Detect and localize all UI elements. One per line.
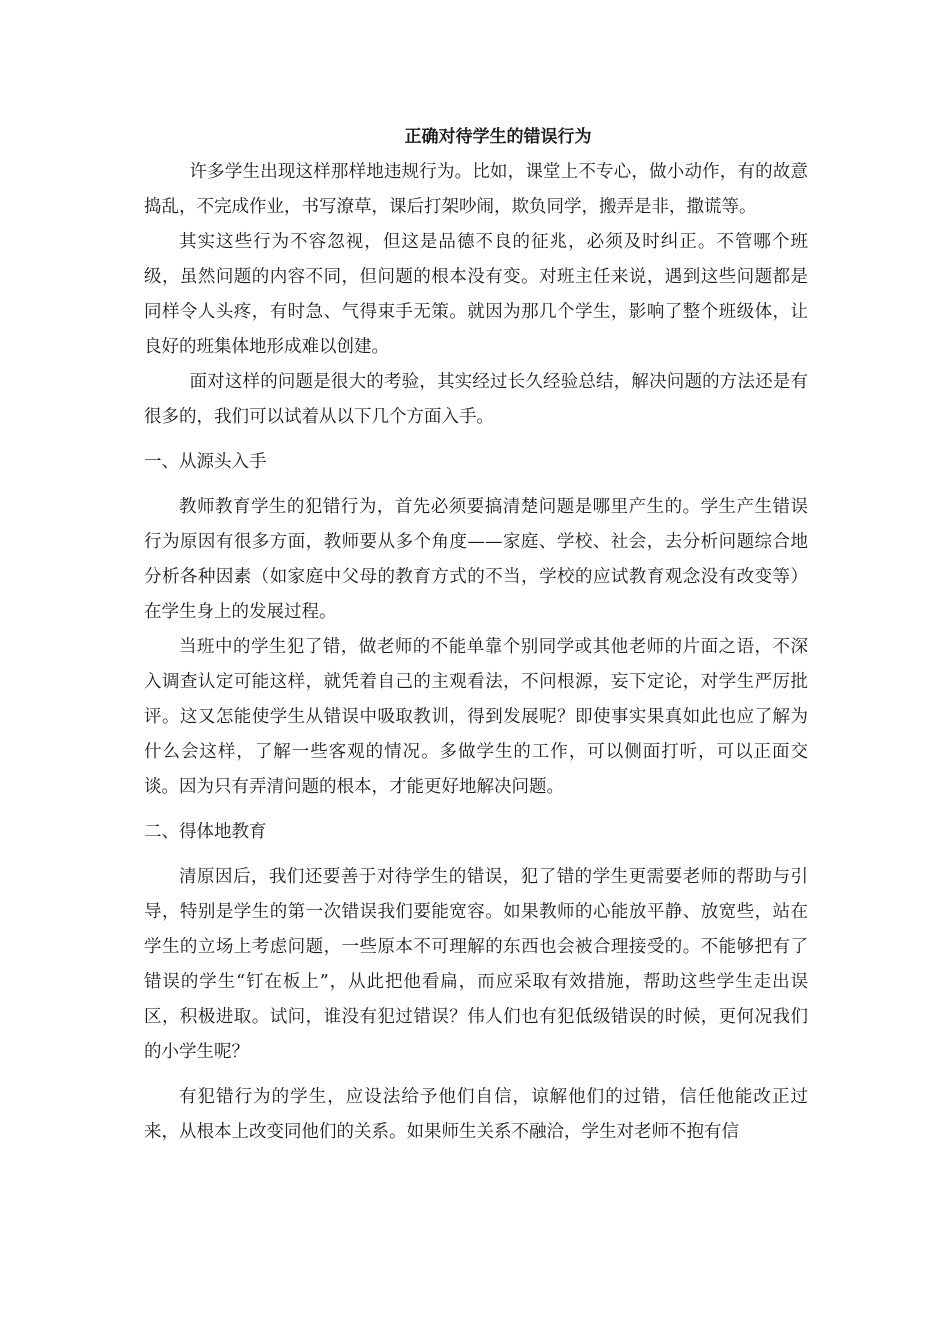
paragraph-intro: 许多学生出现这样那样地违规行为。比如，课堂上不专心，做小动作，有的故意捣乱，不完成作业，书写潦草，课后打架吵闹，欺负同学，搬弄是非，撒谎等。 — [144, 162, 808, 217]
document-body — [144, 110, 808, 1150]
section-heading-2: 二、得体地教育 — [144, 822, 267, 842]
paragraph-confidence: 有犯错行为的学生，应设法给予他们自信，谅解他们的过错，信任他能改正过来，从根本上改变同他们的关系。如果师生关系不融洽，学生对老师不抱有信 — [144, 1087, 808, 1142]
section-heading-1: 一、从源头入手 — [144, 452, 267, 472]
paragraph-investigate: 当班中的学生犯了错，做老师的不能单靠个别同学或其他老师的片面之语，不深入调查认定可能这样，就凭着自己的主观看法，不问根源，妄下定论，对学生严厉批评。这又怎能使学生从错误中吸取教训，得到发展呢？即使事实果真如此也应了解为什么会这样，了解一些客观的情况。多做学生的工作，可以侧面打听，可以正面交谈。因为只有弄清问题的根本，才能更好地解决问题。 — [144, 637, 808, 797]
paragraph-tolerance: 清原因后，我们还要善于对待学生的错误，犯了错的学生更需要老师的帮助与引导，特别是学生的第一次错误我们要能宽容。如果教师的心能放平静、放宽些，站在学生的立场上考虑问题，一些原本不可理解的东西也会被合理接受的。不能够把有了错误的学生“钉在板上”，从此把他看扁，而应采取有效措施，帮助这些学生走出误区，积极进取。试问，谁没有犯过错误？伟人们也有犯低级错误的时候，更何况我们的小学生呢？ — [144, 867, 808, 1062]
paragraph-source: 教师教育学生的犯错行为，首先必须要搞清楚问题是哪里产生的。学生产生错误行为原因有很多方面，教师要从多个角度——家庭、学校、社会，去分析问题综合地分析各种因素（如家庭中父母的教育方式的不当，学校的应试教育观念没有改变等）在学生身上的发展过程。 — [144, 497, 808, 622]
paragraph-approach: 面对这样的问题是很大的考验，其实经过长久经验总结，解决问题的方法还是有很多的，我们可以试着从以下几个方面入手。 — [144, 372, 808, 427]
paragraph-importance: 其实这些行为不容忽视，但这是品德不良的征兆，必须及时纠正。不管哪个班级，虽然问题的内容不同，但问题的根本没有变。对班主任来说，遇到这些问题都是同样令人头疼，有时急、气得束手无策。就因为那几个学生，影响了整个班级体，让良好的班集体地形成难以创建。 — [144, 232, 808, 357]
document-title: 正确对待学生的错误行为 — [404, 127, 592, 147]
